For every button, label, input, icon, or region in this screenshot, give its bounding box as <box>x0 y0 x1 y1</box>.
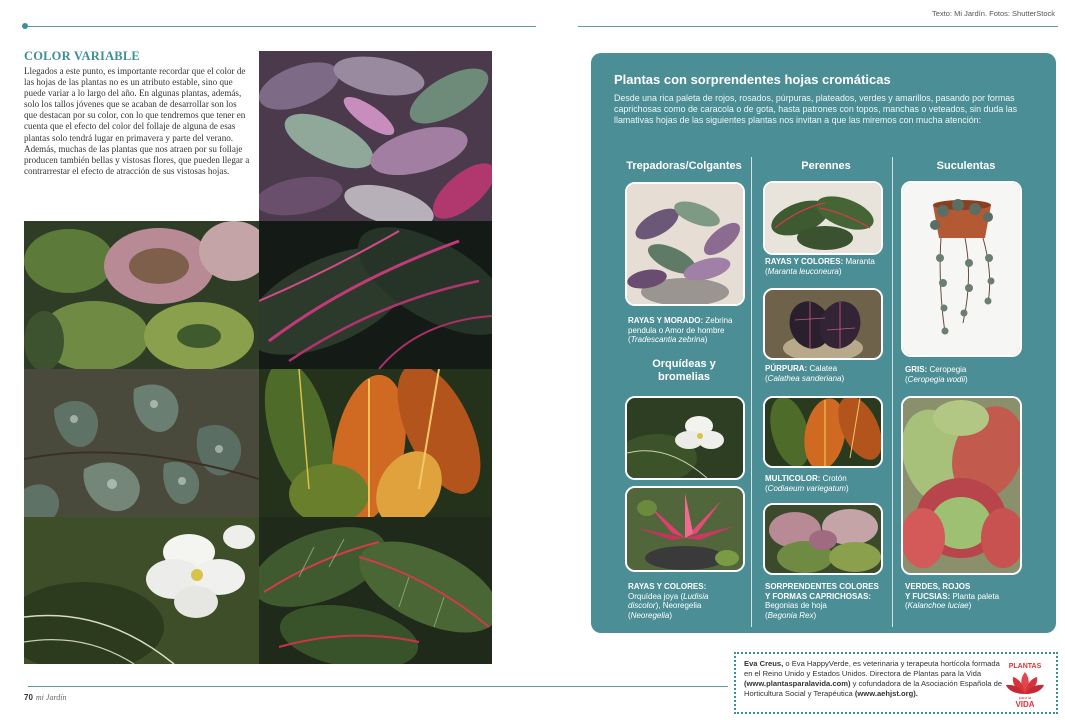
author-bio-1: o Eva HappyVerde, es veterinaria y terapeuta hortícola formada en el Reino Unido y Estados Unidos. Directora de Plantas para la Vida <box>744 659 1000 678</box>
caption-begonia-label-2: Y FORMAS CAPRICHOSAS: <box>765 591 872 601</box>
page-folio <box>24 693 67 702</box>
caption-ceropegia-label: GRIS: <box>905 365 928 374</box>
top-rule-left <box>28 26 536 27</box>
caption-croton-label: MULTICOLOR: <box>765 474 821 483</box>
column-divider-right <box>892 157 893 627</box>
card-neoregelia <box>625 486 745 572</box>
caption-kalanchoe-label-1: VERDES, ROJOS <box>905 582 971 591</box>
card-ludisia <box>625 396 745 480</box>
card-zebrina <box>625 182 745 306</box>
caption-calatea: PÚRPURA: Calatea (Calathea sanderiana) <box>765 364 845 383</box>
photo-maranta <box>259 517 492 664</box>
logo-text-bottom: VIDA <box>1015 700 1035 708</box>
caption-zebrina-name-2: pendula o Amor de hombre <box>628 325 725 335</box>
author-box <box>734 652 1058 714</box>
column-heading-orquideas <box>619 358 749 384</box>
column-heading-orquideas-line1: Orquídeas y <box>652 358 716 370</box>
caption-begonia-label-1: SORPRENDENTES COLORES <box>765 582 879 591</box>
caption-orquidea-label: RAYAS Y COLORES: <box>628 582 707 591</box>
caption-maranta-latin: Maranta leuconeura <box>767 266 839 276</box>
caption-maranta-name: Maranta <box>843 257 875 266</box>
caption-ceropegia-latin: Ceropegia wodii <box>907 374 966 384</box>
column-heading-trepadoras: Trepadoras/Colgantes <box>626 160 742 172</box>
caption-zebrina: RAYAS Y MORADO: Zebrina pendula o Amor de hombre (Tradescantia zebrina) <box>628 316 733 345</box>
caption-calatea-latin: Calathea sanderiana <box>767 373 842 383</box>
plantas-para-la-vida-logo <box>1002 660 1048 708</box>
bottom-rule <box>28 686 728 687</box>
caption-calatea-label: PÚRPURA: <box>765 364 808 373</box>
photo-orchid <box>24 517 259 664</box>
column-heading-orquideas-line2: bromelias <box>658 371 710 383</box>
author-bio <box>744 659 1006 699</box>
caption-kalanchoe-label-2: Y FUCSIAS: <box>905 591 951 601</box>
photo-credits: Texto: Mi Jardín. Fotos: ShutterStock <box>932 9 1055 18</box>
caption-zebrina-label: RAYAS Y MORADO: <box>628 316 704 325</box>
caption-maranta: RAYAS Y COLORES: Maranta (Maranta leuconeura) <box>765 257 875 276</box>
card-croton <box>763 396 883 468</box>
card-kalanchoe <box>901 396 1022 575</box>
logo-text-top: PLANTAS <box>1008 663 1042 670</box>
caption-zebrina-name: Zebrina <box>703 316 733 325</box>
column-heading-perennes: Perennes <box>801 160 851 172</box>
plants-panel <box>591 53 1056 633</box>
card-calatea <box>763 288 883 360</box>
logo-text-small: para la <box>1018 695 1032 700</box>
caption-ceropegia: GRIS: Ceropegia (Ceropegia wodii) <box>905 365 968 384</box>
caption-orquidea: RAYAS Y COLORES: Orquídea joya (Ludisia discolor), Neoregelia (Neoregelia) <box>628 582 709 620</box>
column-divider-left <box>751 157 752 627</box>
photo-calathea <box>259 221 492 369</box>
magazine-name: mi Jardín <box>35 693 67 702</box>
caption-kalanchoe-name: Planta paleta <box>950 591 1000 601</box>
caption-orquidea-latin-2: discolor <box>628 601 656 611</box>
caption-orquidea-name-2: ), Neoregelia <box>655 601 702 611</box>
author-name: Eva Creus, <box>744 659 784 668</box>
caption-maranta-label: RAYAS Y COLORES: <box>765 257 844 266</box>
page-number: 70 <box>24 693 33 702</box>
photo-begonia <box>24 221 259 369</box>
article-body: Llegados a este punto, es importante recordar que el color de las hojas de las plantas no es un atributo estable, sino que puede variar a lo largo del año. En algunas plantas, además, solo los tallos jóvenes que se acaban de desarrollar son los que destacan por su color, con lo que tendremos que tener en cuenta que el efecto del color del follaje de alguna de esas plantas solo tendrá lugar en primavera y parte del verano. Además, muchas de las plantas que nos atraen por su follaje producen también bellas y vistosas flores, que pueden llegar a contrarrestar el efecto de atracción de sus vistosas hojas. <box>24 66 250 176</box>
photo-tradescantia <box>259 51 492 221</box>
top-rule-right <box>578 26 1058 27</box>
author-url-1[interactable]: (www.plantasparalavida.com) <box>744 679 851 688</box>
panel-intro: Desde una rica paleta de rojos, rosados, púrpuras, plateados, verdes y amarillos, pasando por formas caprichosas como de caracola o de gota, hasta patrones con topos, manchas o veteados, sin duda las llamativas hojas de las siguientes plantas nos invitan a que las miremos con mucha atención: <box>614 93 1018 125</box>
author-bio-2: y cofundadora de la Asociación Española de Horticultura Social y Terapéutica <box>744 679 1003 698</box>
caption-calatea-name: Calatea <box>807 364 838 373</box>
author-url-2[interactable]: (www.aehjst.org). <box>854 689 918 698</box>
caption-kalanchoe-latin: Kalanchoe luciae <box>907 601 969 611</box>
photo-croton <box>259 369 492 517</box>
caption-orquidea-name: Orquídea joya ( <box>628 591 684 601</box>
card-maranta <box>763 181 883 255</box>
top-rule-dot <box>22 23 28 29</box>
caption-zebrina-latin: Tradescantia zebrina <box>630 335 705 345</box>
caption-begonia: SORPRENDENTES COLORES Y FORMAS CAPRICHOSAS: Begonias de hoja (Begonia Rex) <box>765 582 879 620</box>
caption-begonia-latin: Begonia Rex <box>767 610 814 620</box>
card-begonia <box>763 503 883 575</box>
panel-title: Plantas con sorprendentes hojas cromáticas <box>614 72 891 87</box>
caption-begonia-name: Begonias de hoja <box>765 601 827 611</box>
caption-croton-name: Crotón <box>820 474 847 483</box>
caption-orquidea-latin-1: Ludisia <box>683 591 709 601</box>
column-heading-suculentas: Suculentas <box>936 160 996 172</box>
card-ceropegia <box>901 181 1022 357</box>
caption-kalanchoe: VERDES, ROJOS Y FUCSIAS: Planta paleta (Kalanchoe luciae) <box>905 582 1000 611</box>
caption-ceropegia-name: Ceropegia <box>927 365 967 374</box>
caption-croton-latin: Codiaeum variegatum <box>767 483 846 493</box>
photo-ceropegia <box>24 369 259 517</box>
section-title: COLOR VARIABLE <box>24 49 140 63</box>
caption-croton: MULTICOLOR: Crotón (Codiaeum variegatum) <box>765 474 849 493</box>
caption-orquidea-latin-3: Neoregelia <box>630 610 670 620</box>
